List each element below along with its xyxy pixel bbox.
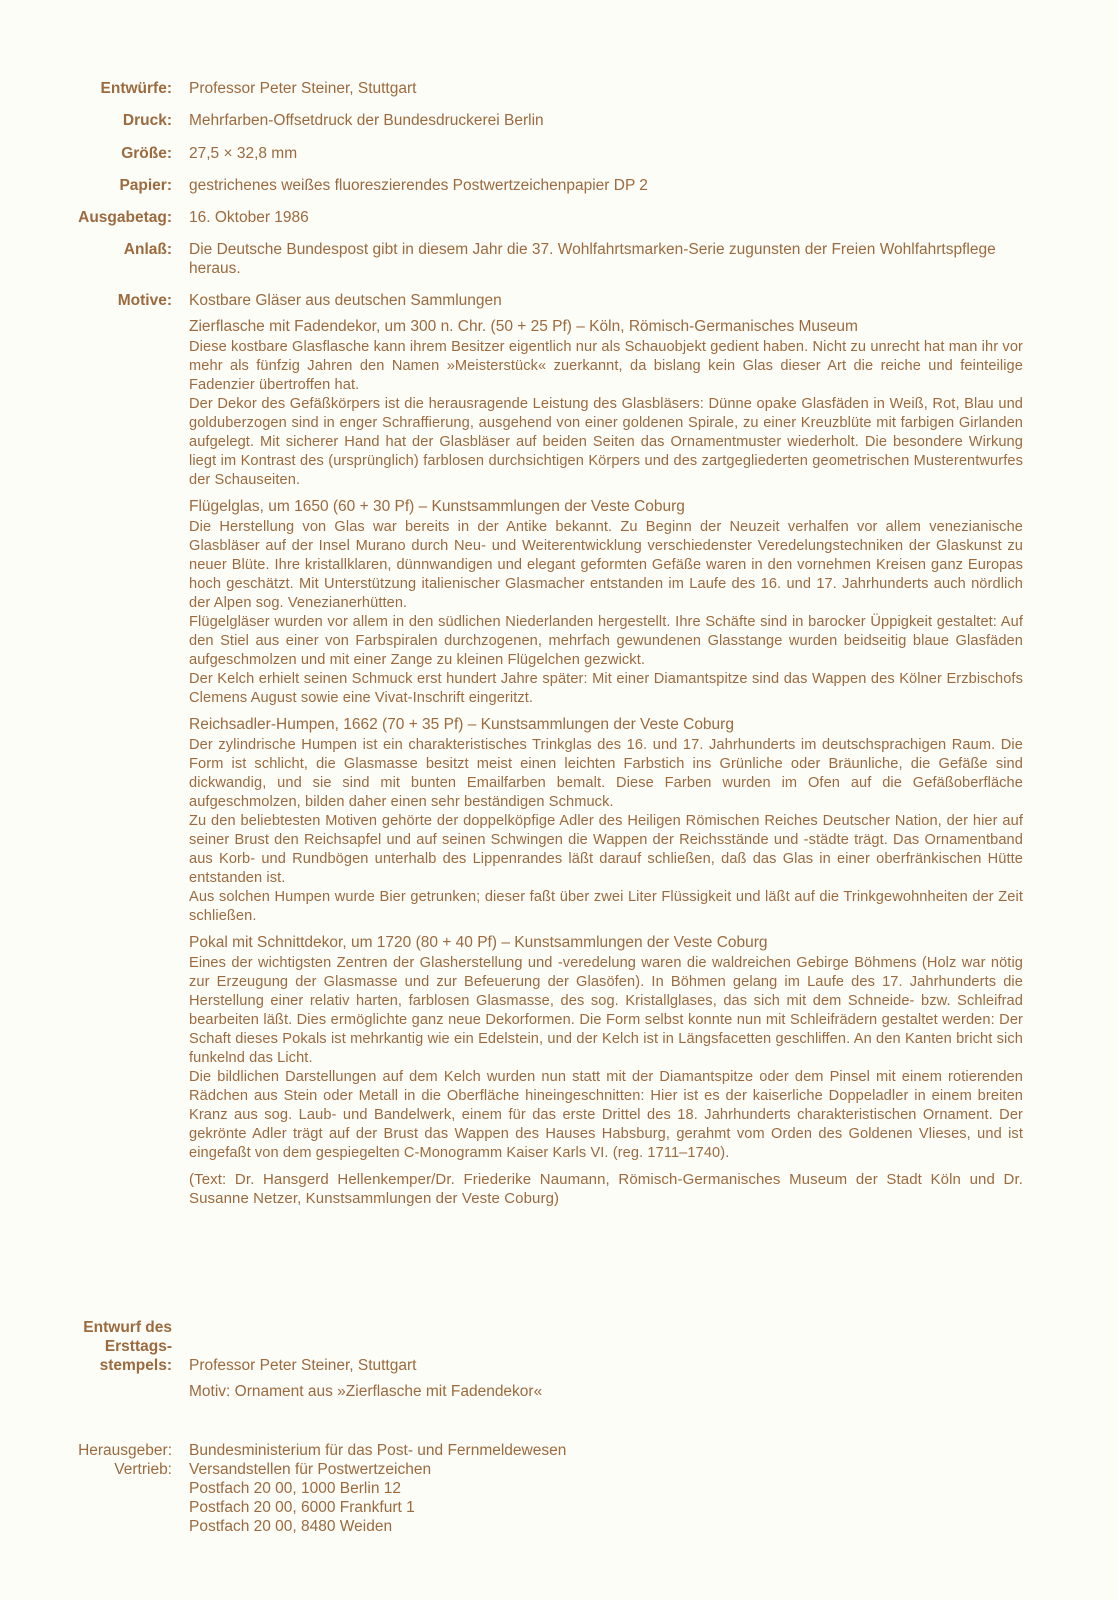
spec-value: 27,5 × 32,8 mm	[189, 145, 298, 162]
motive-paragraph: Eines der wichtigsten Zentren der Glasherstellung und -veredelung waren die waldreichen Gebirge Böhmens (Holz war nötig zur Erzeugung der Glasmasse und zur Befeuerung der Glasöfen). In Böhmen gelang im Laufe des 17. Jahrhunderts die Herstellung einer relativ harten, farblosen Glasmasse, des sog. Kristallglases, das sich mit dem Schneide- bzw. Schleifrad bearbeiten läßt. Dies ermöglichte ganz neue Dekorformen. Die Form selbst konnte nun mit Schleifrädern gestaltet werden: Der Schaft dieses Pokals ist mehrkantig wie ein Edelstein, und der Kelch ist in Längsfacetten geschliffen. An den Kanten bricht sich funkelnd das Licht.	[189, 955, 1023, 1066]
motive-heading: Zierflasche mit Fadendekor, um 300 n. Chr. (50 + 25 Pf) – Köln, Römisch-Germanisches Museum	[189, 318, 858, 335]
stamp-motif: Motiv: Ornament aus »Zierflasche mit Fadendekor«	[189, 1383, 543, 1400]
stamp-designer: Professor Peter Steiner, Stuttgart	[189, 1357, 417, 1374]
motive-paragraph: Zu den beliebtesten Motiven gehörte der doppelköpfige Adler des Heiligen Römischen Reiches Deutscher Nation, der hier auf seiner Brust den Reichsapfel und auf seinen Schwingen die Wappen der Reichsstände und -städte trägt. Das Ornamentband aus Korb- und Rundbögen unterhalb des Lippenrandes läßt darauf schließen, daß das Glas in einer oberfränkischen Hütte entstanden ist.	[189, 813, 1023, 886]
motive-credit: (Text: Dr. Hansgerd Hellenkemper/Dr. Friederike Naumann, Römisch-Germanisches Museum der Stadt Köln und Dr. Susanne Netzer, Kunstsammlungen der Veste Coburg)	[189, 1171, 1023, 1207]
motive-paragraph: Der Kelch erhielt seinen Schmuck erst hundert Jahre später: Mit einer Diamantspitze sind das Wappen des Kölner Erzbischofs Clemens August sowie eine Vivat-Inschrift eingeritzt.	[189, 671, 1023, 706]
motive-paragraph: Diese kostbare Glasflasche kann ihrem Besitzer eigentlich nur als Schauobjekt gedient haben. Nicht zu unrecht hat man ihr vor mehr als fünfzig Jahren den Namen »Meisterstück« zuerkannt, da bislang kein Glas dieser Art die reiche und feinteilige Fadenzier übertroffen hat.	[189, 339, 1023, 393]
spec-value: 16. Oktober 1986	[189, 209, 309, 226]
publisher-label: Herausgeber:	[78, 1442, 172, 1459]
publisher-content	[189, 1441, 1023, 1536]
motive-heading: Pokal mit Schnittdekor, um 1720 (80 + 40 Pf) – Kunstsammlungen der Veste Coburg	[189, 934, 768, 951]
spec-label: Größe:	[121, 145, 172, 162]
distribution-line: Postfach 20 00, 8480 Weiden	[189, 1518, 393, 1535]
motive-label: Motive:	[117, 292, 172, 309]
spec-label: Entwürfe:	[100, 80, 172, 97]
motive-content	[189, 291, 1023, 1208]
spec-value: gestrichenes weißes fluoreszierendes Postwertzeichenpapier DP 2	[189, 177, 648, 194]
publisher-labels	[78, 1441, 172, 1479]
distribution-line: Postfach 20 00, 6000 Frankfurt 1	[189, 1499, 415, 1516]
stamp-label-line: stempels:	[99, 1357, 172, 1374]
stamp-label	[83, 1318, 172, 1375]
publisher-name: Bundesministerium für das Post- und Fernmeldewesen	[189, 1442, 567, 1459]
motive-heading: Reichsadler-Humpen, 1662 (70 + 35 Pf) – Kunstsammlungen der Veste Coburg	[189, 716, 734, 733]
spec-label: Papier:	[119, 177, 172, 194]
stamp-label-line: Entwurf des	[83, 1319, 172, 1336]
motive-heading: Flügelglas, um 1650 (60 + 30 Pf) – Kunstsammlungen der Veste Coburg	[189, 498, 685, 515]
distribution-line: Postfach 20 00, 1000 Berlin 12	[189, 1480, 401, 1497]
spec-label: Anlaß:	[123, 241, 172, 258]
motive-paragraph: Die Herstellung von Glas war bereits in der Antike bekannt. Zu Beginn der Neuzeit verhalfen vor allem venezianische Glasbläser auf der Insel Murano durch Neu- und Weiterentwicklung verschiedenster Veredelungstechniken der Glaskunst zu neuer Blüte. Ihre kristallklaren, dünnwandigen und elegant geformten Gefäße waren in den vornehmen Kreisen ganz Europas hoch geschätzt. Mit Unterstützung italienischer Glasmacher entstanden im Laufe des 16. und 17. Jahrhunderts auch nördlich der Alpen sog. Venezianerhütten.	[189, 519, 1023, 611]
spec-value: Mehrfarben-Offsetdruck der Bundesdruckerei Berlin	[189, 112, 544, 129]
motive-paragraph: Aus solchen Humpen wurde Bier getrunken; dieser faßt über zwei Liter Flüssigkeit und läßt auf die Trinkgewohnheiten der Zeit schließen.	[189, 889, 1023, 924]
spec-value: Die Deutsche Bundespost gibt in diesem Jahr die 37. Wohlfahrtsmarken-Serie zugunsten der Freien Wohlfahrtspflege heraus.	[189, 241, 996, 277]
motive-intro: Kostbare Gläser aus deutschen Sammlungen	[189, 292, 502, 309]
spec-value: Professor Peter Steiner, Stuttgart	[189, 80, 417, 97]
motive-paragraph: Flügelgläser wurden vor allem in den südlichen Niederlanden hergestellt. Ihre Schäfte sind in barocker Üppigkeit gestaltet: Auf den Stiel aus einer von Farbspiralen durchzogenen, mehrfach gewundenen Glasstange wurden beidseitig blaue Glasfäden aufgeschmolzen und mit einer Zange zu kleinen Flügelchen gezwickt.	[189, 614, 1023, 668]
spec-label: Druck:	[122, 112, 172, 129]
distribution-line: Versandstellen für Postwertzeichen	[189, 1461, 432, 1478]
distribution-label: Vertrieb:	[114, 1461, 172, 1478]
motive-paragraph: Der zylindrische Humpen ist ein charakteristisches Trinkglas des 16. und 17. Jahrhunderts im deutschsprachigen Raum. Die Form ist schlicht, die Glasmasse besitzt meist einen leichten Farbstich ins Grünliche oder Bräunliche, die Gefäße sind dickwandig, und sie sind mit bunten Emailfarben bemalt. Diese Farben wurden im Ofen auf die Gefäßoberfläche aufgeschmolzen, bilden daher einen sehr beständigen Schmuck.	[189, 737, 1023, 810]
stamp-content	[189, 1356, 1023, 1401]
stamp-label-line: Ersttags-	[104, 1338, 172, 1355]
motive-paragraph: Die bildlichen Darstellungen auf dem Kelch wurden nun statt mit der Diamantspitze oder dem Pinsel mit einem rotierenden Rädchen aus Stein oder Metall in die Oberfläche hineingeschnitten: Hier ist es der kaiserliche Doppeladler in einem breiten Kranz aus sog. Laub- und Bandelwerk, einem für das erste Drittel des 18. Jahrhunderts charakteristischen Ornament. Der gekrönte Adler trägt auf der Brust das Wappen des Hauses Habsburg, gerahmt vom Orden des Goldenen Vlieses, und ist eingefaßt von dem gespiegelten C-Monogramm Kaiser Karls VI. (reg. 1711–1740).	[189, 1069, 1023, 1161]
motive-paragraph: Der Dekor des Gefäßkörpers ist die herausragende Leistung des Glasbläsers: Dünne opake Glasfäden in Weiß, Rot, Blau und golduberzogen sind in enger Schraffierung, ausgehend von einer goldenen Spirale, zu einer Kreuzblüte mit farbigen Girlanden aufgelegt. Mit sicherer Hand hat der Glasbläser auf beiden Seiten das Ornamentmuster wiederholt. Die besondere Wirkung liegt im Kontrast des (ursprünglich) farblosen durchsichtigen Körpers und des zartgegliederten geometrischen Musterentwurfes der Schauseiten.	[189, 396, 1023, 488]
spec-label: Ausgabetag:	[78, 209, 172, 226]
